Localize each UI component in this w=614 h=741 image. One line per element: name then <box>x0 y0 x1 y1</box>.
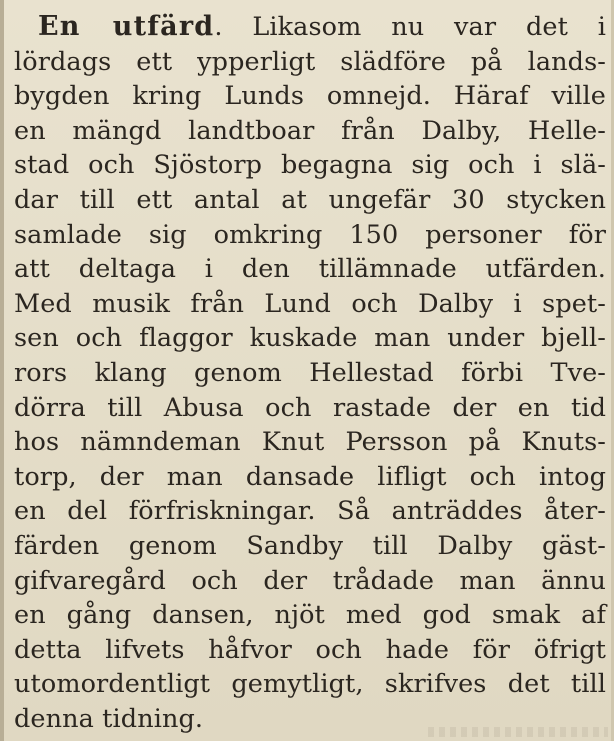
article-line-19: detta lifvets håfvor och hade för öfrigt <box>14 634 606 665</box>
article-line-15: en del förfriskningar. Så anträddes åter- <box>14 496 606 527</box>
article-line-10: sen och flaggor kuskade man under bjell- <box>14 323 606 354</box>
article-line-17: gifvaregård och der trådade man ännu <box>14 565 606 596</box>
article-line-12: dörra till Abusa och rastade der en tid <box>14 392 606 423</box>
article-line-4: en mängd landtboar från Dalby, Helle- <box>14 115 606 146</box>
article-line-18: en gång dansen, njöt med god smak af <box>14 600 606 631</box>
article-line-1 <box>14 10 606 45</box>
bleed-through-texture <box>428 727 608 737</box>
article-line-5: stad och Sjöstorp begagna sig och i slä- <box>14 150 606 181</box>
article-body <box>14 10 606 736</box>
article-headline: En utfärd <box>38 11 215 42</box>
column-rule-left <box>0 0 4 741</box>
article-line-11: rors klang genom Hellestad förbi Tve- <box>14 357 606 388</box>
article-line-3: bygden kring Lunds omnejd. Häraf ville <box>14 81 606 112</box>
article-line-16: färden genom Sandby till Dalby gäst- <box>14 530 606 561</box>
article-line-8: att deltaga i den tillämnade utfärden. <box>14 254 606 285</box>
article-line-21: denna tidning. <box>14 703 204 734</box>
article-line-6: dar till ett antal at ungefär 30 stycken <box>14 184 606 215</box>
article-line-7: samlade sig omkring 150 personer för <box>14 219 606 250</box>
article-line-20: utomordentligt gemytligt, skrifves det till <box>14 669 606 700</box>
article-line-2: lördags ett ypperligt slädföre på lands- <box>14 46 606 77</box>
article-line-1-text: . Likasom nu var det i <box>214 12 606 42</box>
article-line-14: torp, der man dansade lifligt och intog <box>14 461 606 492</box>
article-line-9: Med musik från Lund och Dalby i spet- <box>14 288 606 319</box>
article-line-13: hos nämndeman Knut Persson på Knuts- <box>14 427 606 458</box>
